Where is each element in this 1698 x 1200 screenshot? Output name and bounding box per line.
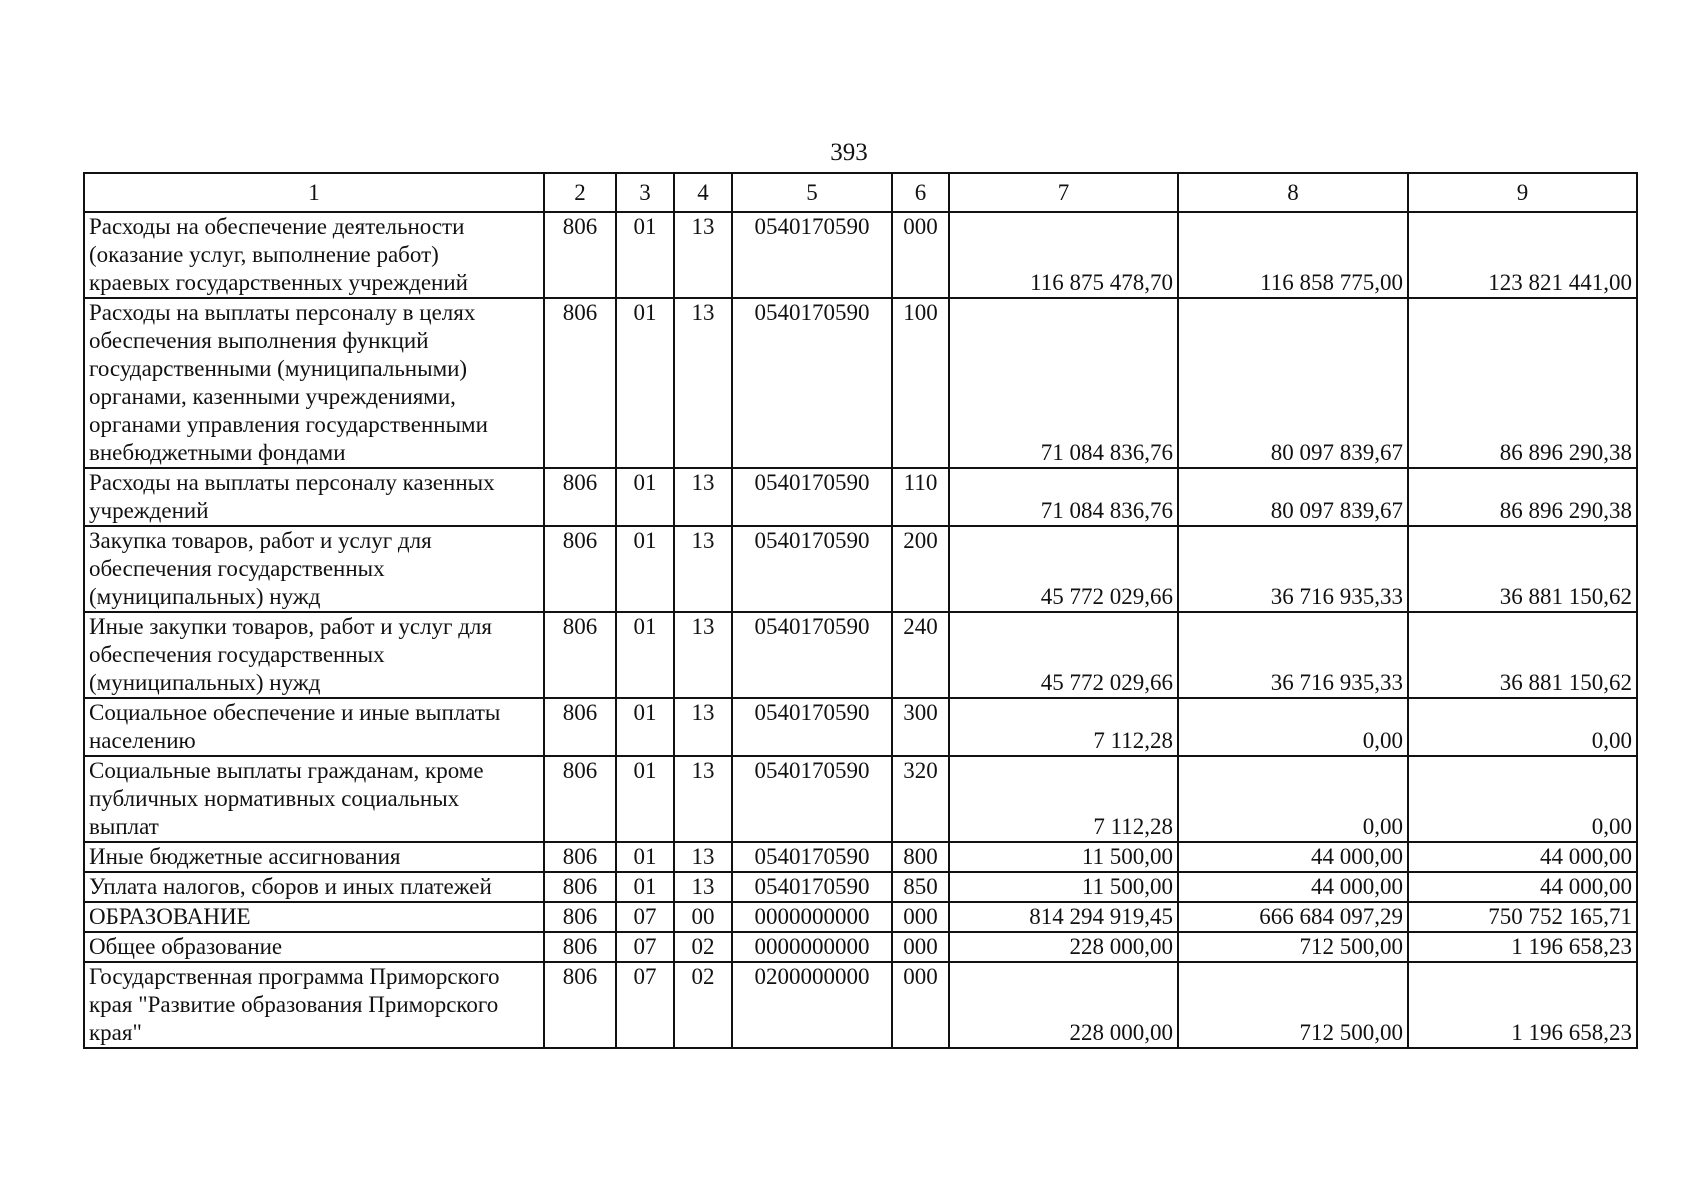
row-name-line: (муниципальных) нужд <box>89 584 321 609</box>
code-cell-c6: 000 <box>892 932 949 962</box>
amount-cell-c7: 71 084 836,76 <box>949 298 1178 468</box>
column-header-6: 6 <box>892 173 949 212</box>
row-name-line: Государственная программа Приморского <box>89 964 500 989</box>
amount-cell-c9: 86 896 290,38 <box>1408 468 1637 526</box>
amount-cell-c7: 7 112,28 <box>949 698 1178 756</box>
code-cell-c2: 806 <box>544 698 616 756</box>
code-cell-c3: 01 <box>616 698 674 756</box>
amount-cell-c8: 36 716 935,33 <box>1178 526 1408 612</box>
code-cell-c6: 000 <box>892 962 949 1048</box>
code-cell-c3: 01 <box>616 756 674 842</box>
code-cell-c3: 07 <box>616 962 674 1048</box>
row-name-cell <box>84 298 544 468</box>
column-header-9: 9 <box>1408 173 1637 212</box>
code-cell-c3: 07 <box>616 902 674 932</box>
table-row <box>84 612 1637 698</box>
code-cell-c6: 200 <box>892 526 949 612</box>
code-cell-c2: 806 <box>544 298 616 468</box>
table-row <box>84 526 1637 612</box>
amount-cell-c7: 11 500,00 <box>949 872 1178 902</box>
code-cell-c6: 000 <box>892 902 949 932</box>
code-cell-c2: 806 <box>544 842 616 872</box>
code-cell-c2: 806 <box>544 902 616 932</box>
row-name-line: Иные бюджетные ассигнования <box>89 844 401 869</box>
row-name-cell <box>84 842 544 872</box>
code-cell-c3: 07 <box>616 932 674 962</box>
code-cell-c4: 02 <box>674 962 732 1048</box>
code-cell-c4: 13 <box>674 872 732 902</box>
column-header-3: 3 <box>616 173 674 212</box>
code-cell-c6: 240 <box>892 612 949 698</box>
amount-cell-c8: 712 500,00 <box>1178 962 1408 1048</box>
code-cell-c3: 01 <box>616 212 674 298</box>
code-cell-c6: 110 <box>892 468 949 526</box>
code-cell-c5: 0540170590 <box>732 698 892 756</box>
amount-cell-c7: 11 500,00 <box>949 842 1178 872</box>
code-cell-c3: 01 <box>616 842 674 872</box>
code-cell-c2: 806 <box>544 526 616 612</box>
row-name-line: Иные закупки товаров, работ и услуг для <box>89 614 492 639</box>
row-name-line: ОБРАЗОВАНИЕ <box>89 904 251 929</box>
row-name-cell <box>84 962 544 1048</box>
amount-cell-c8: 80 097 839,67 <box>1178 468 1408 526</box>
row-name-line: публичных нормативных социальных <box>89 786 460 811</box>
code-cell-c4: 13 <box>674 698 732 756</box>
code-cell-c4: 13 <box>674 842 732 872</box>
row-name-cell <box>84 698 544 756</box>
code-cell-c5: 0000000000 <box>732 902 892 932</box>
row-name-cell <box>84 526 544 612</box>
code-cell-c2: 806 <box>544 212 616 298</box>
code-cell-c6: 000 <box>892 212 949 298</box>
amount-cell-c9: 44 000,00 <box>1408 842 1637 872</box>
budget-table <box>83 172 1638 1049</box>
row-name-cell <box>84 932 544 962</box>
amount-cell-c7: 228 000,00 <box>949 932 1178 962</box>
table-row <box>84 298 1637 468</box>
code-cell-c6: 800 <box>892 842 949 872</box>
row-name-line: Расходы на выплаты персоналу казенных <box>89 470 495 495</box>
code-cell-c4: 13 <box>674 468 732 526</box>
amount-cell-c8: 712 500,00 <box>1178 932 1408 962</box>
code-cell-c4: 13 <box>674 756 732 842</box>
column-header-5: 5 <box>732 173 892 212</box>
amount-cell-c9: 44 000,00 <box>1408 872 1637 902</box>
amount-cell-c9: 86 896 290,38 <box>1408 298 1637 468</box>
row-name-line: края" <box>89 1020 142 1045</box>
code-cell-c4: 13 <box>674 612 732 698</box>
page-number: 393 <box>830 139 868 166</box>
table-row <box>84 698 1637 756</box>
code-cell-c3: 01 <box>616 298 674 468</box>
table-row <box>84 902 1637 932</box>
row-name-line: краевых государственных учреждений <box>89 270 468 295</box>
amount-cell-c7: 45 772 029,66 <box>949 526 1178 612</box>
row-name-line: учреждений <box>89 498 209 523</box>
row-name-line: государственными (муниципальными) <box>89 356 468 381</box>
row-name-cell <box>84 902 544 932</box>
amount-cell-c9: 0,00 <box>1408 698 1637 756</box>
code-cell-c3: 01 <box>616 468 674 526</box>
row-name-cell <box>84 612 544 698</box>
code-cell-c6: 100 <box>892 298 949 468</box>
row-name-line: Уплата налогов, сборов и иных платежей <box>89 874 492 899</box>
table-row <box>84 212 1637 298</box>
amount-cell-c9: 36 881 150,62 <box>1408 612 1637 698</box>
row-name-line: Социальные выплаты гражданам, кроме <box>89 758 484 783</box>
code-cell-c5: 0000000000 <box>732 932 892 962</box>
row-name-line: обеспечения выполнения функций <box>89 328 429 353</box>
code-cell-c2: 806 <box>544 872 616 902</box>
code-cell-c4: 00 <box>674 902 732 932</box>
code-cell-c5: 0540170590 <box>732 842 892 872</box>
code-cell-c3: 01 <box>616 526 674 612</box>
code-cell-c6: 320 <box>892 756 949 842</box>
amount-cell-c8: 0,00 <box>1178 756 1408 842</box>
code-cell-c5: 0540170590 <box>732 612 892 698</box>
table-row <box>84 932 1637 962</box>
code-cell-c4: 13 <box>674 212 732 298</box>
row-name-cell <box>84 756 544 842</box>
code-cell-c6: 850 <box>892 872 949 902</box>
column-header-4: 4 <box>674 173 732 212</box>
code-cell-c5: 0540170590 <box>732 298 892 468</box>
column-header-1: 1 <box>84 173 544 212</box>
code-cell-c5: 0540170590 <box>732 468 892 526</box>
amount-cell-c9: 36 881 150,62 <box>1408 526 1637 612</box>
code-cell-c2: 806 <box>544 962 616 1048</box>
amount-cell-c8: 0,00 <box>1178 698 1408 756</box>
row-name-line: обеспечения государственных <box>89 556 385 581</box>
amount-cell-c9: 1 196 658,23 <box>1408 932 1637 962</box>
amount-cell-c7: 814 294 919,45 <box>949 902 1178 932</box>
row-name-line: Закупка товаров, работ и услуг для <box>89 528 432 553</box>
row-name-cell <box>84 212 544 298</box>
code-cell-c2: 806 <box>544 468 616 526</box>
amount-cell-c9: 750 752 165,71 <box>1408 902 1637 932</box>
amount-cell-c8: 44 000,00 <box>1178 872 1408 902</box>
column-header-7: 7 <box>949 173 1178 212</box>
amount-cell-c8: 116 858 775,00 <box>1178 212 1408 298</box>
row-name-line: края "Развитие образования Приморского <box>89 992 499 1017</box>
amount-cell-c7: 45 772 029,66 <box>949 612 1178 698</box>
amount-cell-c8: 36 716 935,33 <box>1178 612 1408 698</box>
code-cell-c5: 0200000000 <box>732 962 892 1048</box>
code-cell-c5: 0540170590 <box>732 526 892 612</box>
table-row <box>84 842 1637 872</box>
table-body <box>84 212 1637 1048</box>
column-header-8: 8 <box>1178 173 1408 212</box>
row-name-cell <box>84 872 544 902</box>
row-name-line: населению <box>89 728 196 753</box>
row-name-cell <box>84 468 544 526</box>
code-cell-c4: 13 <box>674 298 732 468</box>
code-cell-c4: 13 <box>674 526 732 612</box>
table-header-row <box>84 173 1637 212</box>
table-row <box>84 468 1637 526</box>
amount-cell-c9: 1 196 658,23 <box>1408 962 1637 1048</box>
amount-cell-c8: 666 684 097,29 <box>1178 902 1408 932</box>
code-cell-c2: 806 <box>544 932 616 962</box>
code-cell-c2: 806 <box>544 612 616 698</box>
code-cell-c4: 02 <box>674 932 732 962</box>
code-cell-c3: 01 <box>616 612 674 698</box>
amount-cell-c7: 71 084 836,76 <box>949 468 1178 526</box>
code-cell-c5: 0540170590 <box>732 756 892 842</box>
code-cell-c3: 01 <box>616 872 674 902</box>
amount-cell-c7: 7 112,28 <box>949 756 1178 842</box>
row-name-line: выплат <box>89 814 159 839</box>
column-header-2: 2 <box>544 173 616 212</box>
row-name-line: Социальное обеспечение и иные выплаты <box>89 700 501 725</box>
amount-cell-c9: 123 821 441,00 <box>1408 212 1637 298</box>
code-cell-c2: 806 <box>544 756 616 842</box>
amount-cell-c8: 80 097 839,67 <box>1178 298 1408 468</box>
code-cell-c5: 0540170590 <box>732 212 892 298</box>
row-name-line: обеспечения государственных <box>89 642 385 667</box>
table-row <box>84 962 1637 1048</box>
row-name-line: внебюджетными фондами <box>89 440 346 465</box>
row-name-line: Расходы на обеспечение деятельности <box>89 214 465 239</box>
table-row <box>84 756 1637 842</box>
amount-cell-c8: 44 000,00 <box>1178 842 1408 872</box>
amount-cell-c7: 228 000,00 <box>949 962 1178 1048</box>
row-name-line: органами управления государственными <box>89 412 488 437</box>
row-name-line: органами, казенными учреждениями, <box>89 384 456 409</box>
code-cell-c5: 0540170590 <box>732 872 892 902</box>
row-name-line: (оказание услуг, выполнение работ) <box>89 242 439 267</box>
amount-cell-c9: 0,00 <box>1408 756 1637 842</box>
amount-cell-c7: 116 875 478,70 <box>949 212 1178 298</box>
row-name-line: Общее образование <box>89 934 283 959</box>
row-name-line: Расходы на выплаты персоналу в целях <box>89 300 476 325</box>
row-name-line: (муниципальных) нужд <box>89 670 321 695</box>
code-cell-c6: 300 <box>892 698 949 756</box>
table-row <box>84 872 1637 902</box>
